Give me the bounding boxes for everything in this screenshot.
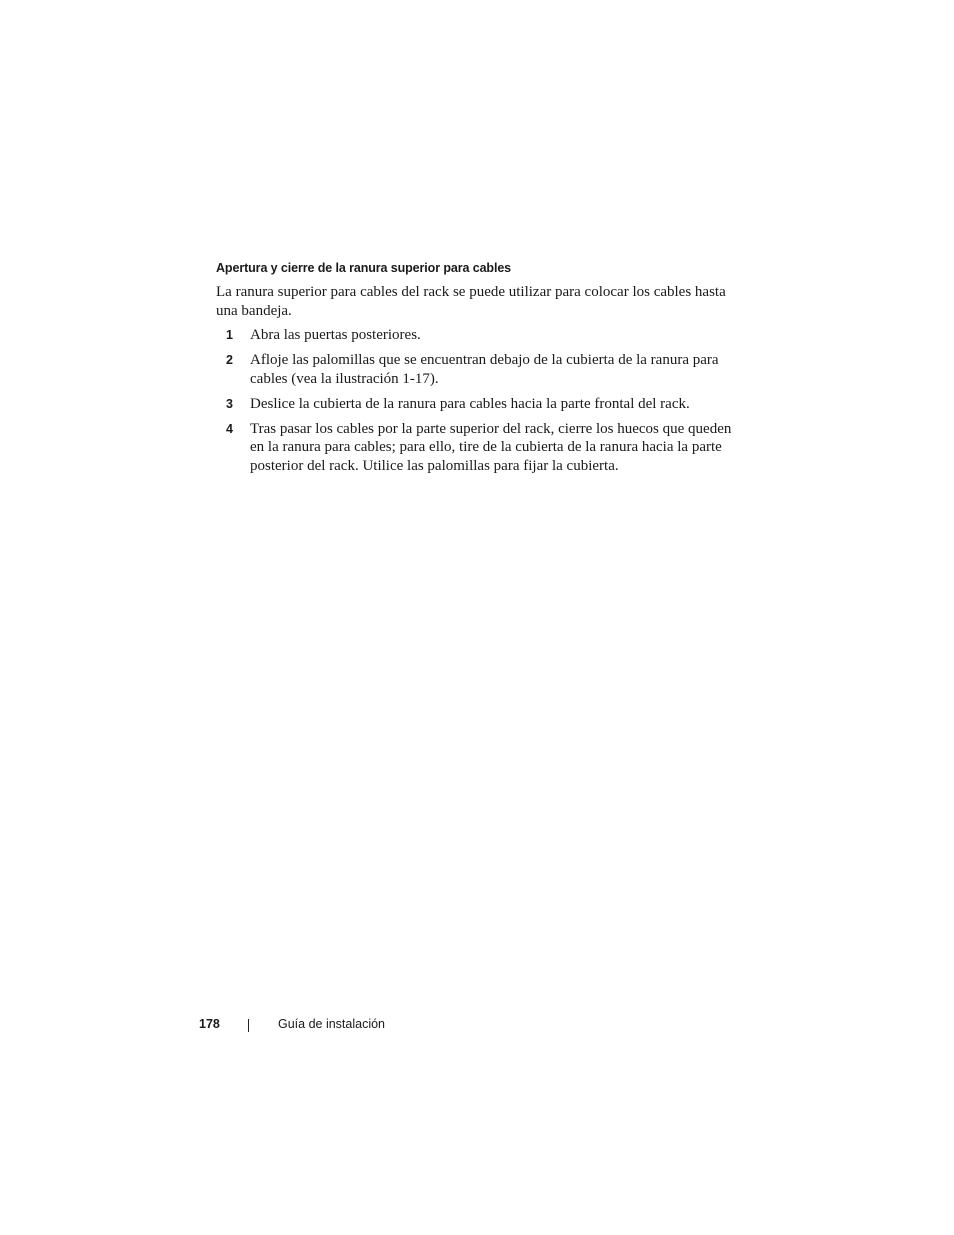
step-number: 3 (226, 396, 233, 411)
list-item (216, 395, 736, 414)
step-text: Abra las puertas posteriores. (250, 327, 421, 343)
list-item (216, 326, 736, 345)
list-item (216, 351, 736, 388)
steps-list (216, 326, 736, 475)
step-number: 1 (226, 328, 233, 342)
footer-divider (248, 1019, 249, 1032)
step-text: Afloje las palomillas que se encuentran debajo de la cubierta de la ranura para cables (vea la ilustración 1-17). (250, 352, 719, 387)
intro-paragraph: La ranura superior para cables del rack se puede utilizar para colocar los cables hasta una bandeja. (216, 284, 726, 319)
page-number: 178 (199, 1017, 220, 1031)
step-number: 2 (226, 353, 233, 367)
section-heading: Apertura y cierre de la ranura superior para cables (216, 261, 512, 275)
page-content (216, 258, 736, 482)
step-text: Tras pasar los cables por la parte superior del rack, cierre los huecos que queden en la ranura para cables; para ello, tire de la cubierta de la ranura hacia la parte posterior del rack. Utilice las palomillas para fijar la cubierta. (250, 420, 732, 474)
page-footer (0, 1014, 954, 1036)
step-text: Deslice la cubierta de la ranura para cables hacia la parte frontal del rack. (250, 395, 690, 412)
guide-title: Guía de instalación (278, 1017, 386, 1031)
step-number: 4 (226, 421, 233, 436)
list-item (216, 420, 736, 476)
